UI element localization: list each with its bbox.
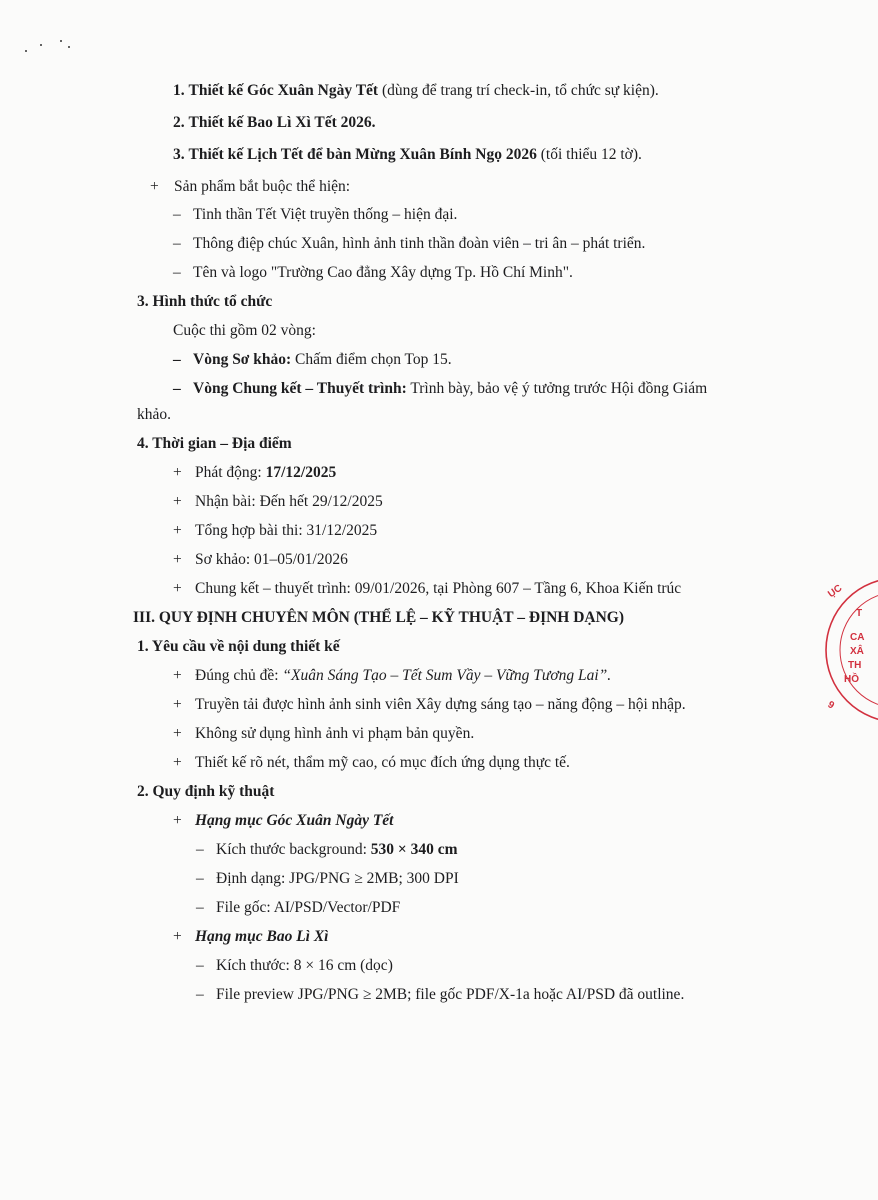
plus-marker: +: [173, 522, 182, 539]
seal-text: CA: [850, 632, 865, 643]
content-requirement: + Truyền tải được hình ảnh sinh viên Xây dựng sáng tạo – năng động – hội nhập.: [173, 696, 686, 713]
spec-item: – File gốc: AI/PSD/Vector/PDF: [196, 899, 401, 916]
dash-marker: –: [196, 899, 204, 916]
seal-text: TH: [848, 660, 862, 671]
category-1-title: + Hạng mục Góc Xuân Ngày Tết: [173, 812, 394, 829]
required-item: – Thông điệp chúc Xuân, hình ảnh tinh thần đoàn viên – tri ân – phát triển.: [173, 235, 646, 252]
product-note: (tối thiểu 12 tờ).: [536, 146, 642, 163]
spec-item: – Định dạng: JPG/PNG ≥ 2MB; 300 DPI: [196, 870, 459, 887]
subsection-1-title: 1. Yêu cầu về nội dung thiết kế: [137, 638, 340, 655]
dash-marker: –: [173, 206, 181, 223]
product-number: 3.: [173, 146, 185, 163]
dash-marker: –: [173, 380, 181, 397]
product-number: 2.: [173, 114, 185, 131]
plus-marker: +: [173, 725, 182, 742]
seal-text: T: [856, 608, 863, 619]
timeline-item: + Chung kết – thuyết trình: 09/01/2026, tại Phòng 607 – Tầng 6, Khoa Kiến trúc: [173, 580, 682, 597]
plus-marker: +: [173, 551, 182, 568]
plus-marker: +: [173, 696, 182, 713]
seal-text: ỤC: [826, 582, 845, 601]
content-requirement: + Đúng chủ đề: “Xuân Sáng Tạo – Tết Sum Vầy – Vững Tương Lai”.: [173, 667, 612, 684]
dash-marker: –: [173, 351, 181, 368]
section-iii-title: III. QUY ĐỊNH CHUYÊN MÔN (THỂ LỆ – KỸ THUẬT – ĐỊNH DẠNG): [133, 609, 625, 626]
dash-marker: –: [196, 986, 204, 1003]
section-3-intro: Cuộc thi gồm 02 vòng:: [173, 322, 316, 339]
scan-speck: [25, 50, 27, 52]
scan-speck: [68, 46, 70, 48]
plus-marker: +: [173, 580, 182, 597]
plus-marker: +: [173, 464, 182, 481]
dash-marker: –: [196, 841, 204, 858]
required-label: Sản phẩm bắt buộc thể hiện:: [174, 178, 351, 195]
product-title: Thiết kế Góc Xuân Ngày Tết: [188, 82, 379, 99]
product-item-2: [173, 113, 376, 133]
plus-marker: +: [150, 178, 159, 195]
section-3-title: 3. Hình thức tổ chức: [137, 293, 273, 310]
spec-item: – Kích thước: 8 × 16 cm (dọc): [196, 957, 393, 974]
product-number: 1.: [173, 82, 185, 99]
product-title: Thiết kế Bao Lì Xì Tết 2026.: [188, 114, 376, 131]
product-note: (dùng để trang trí check-in, tổ chức sự kiện).: [378, 82, 659, 99]
plus-marker: +: [173, 754, 182, 771]
content-requirement: + Không sử dụng hình ảnh vi phạm bản quyền.: [173, 725, 475, 742]
round-2-continuation: khảo.: [137, 406, 172, 423]
spec-item: – Kích thước background: 530 × 340 cm: [196, 841, 458, 858]
timeline-item: + Sơ khảo: 01–05/01/2026: [173, 551, 348, 568]
spec-item: – File preview JPG/PNG ≥ 2MB; file gốc PDF/X-1a hoặc AI/PSD đã outline.: [196, 986, 685, 1003]
dash-marker: –: [196, 957, 204, 974]
plus-marker: +: [173, 667, 182, 684]
product-item-3: [173, 145, 642, 165]
theme-value: “Xuân Sáng Tạo – Tết Sum Vầy – Vững Tương Lai”.: [282, 667, 612, 684]
section-4-title: 4. Thời gian – Địa điểm: [137, 435, 292, 452]
subsection-2-title: 2. Quy định kỹ thuật: [137, 783, 275, 800]
category-2-title: + Hạng mục Bao Lì Xì: [173, 928, 329, 945]
round-1: – Vòng Sơ khảo: Chấm điểm chọn Top 15.: [173, 351, 452, 368]
timeline-item: + Phát động: 17/12/2025: [173, 464, 337, 481]
dash-marker: –: [173, 235, 181, 252]
plus-marker: +: [173, 928, 182, 945]
plus-marker: +: [173, 812, 182, 829]
content-requirement: + Thiết kế rõ nét, thẩm mỹ cao, có mục đích ứng dụng thực tế.: [173, 754, 570, 771]
seal-text: XÂ: [850, 646, 864, 657]
required-item: – Tinh thần Tết Việt truyền thống – hiện đại.: [173, 206, 458, 223]
seal-text: HỒ: [844, 674, 859, 685]
dash-marker: –: [173, 264, 181, 281]
seal-text: 9: [825, 699, 836, 712]
timeline-item: + Tổng hợp bài thi: 31/12/2025: [173, 522, 378, 539]
plus-marker: +: [173, 493, 182, 510]
round-2: – Vòng Chung kết – Thuyết trình: Trình bày, bảo vệ ý tưởng trước Hội đồng Giám: [173, 380, 708, 397]
official-seal: [818, 570, 878, 730]
product-item-1: [173, 81, 659, 101]
required-heading: [150, 177, 350, 197]
scan-speck: [60, 40, 62, 42]
dash-marker: –: [196, 870, 204, 887]
product-title: Thiết kế Lịch Tết để bàn Mừng Xuân Bính Ngọ 2026: [188, 146, 537, 163]
required-item: – Tên và logo "Trường Cao đẳng Xây dựng Tp. Hồ Chí Minh".: [173, 264, 573, 281]
scan-speck: [40, 44, 42, 46]
timeline-item: + Nhận bài: Đến hết 29/12/2025: [173, 493, 383, 510]
